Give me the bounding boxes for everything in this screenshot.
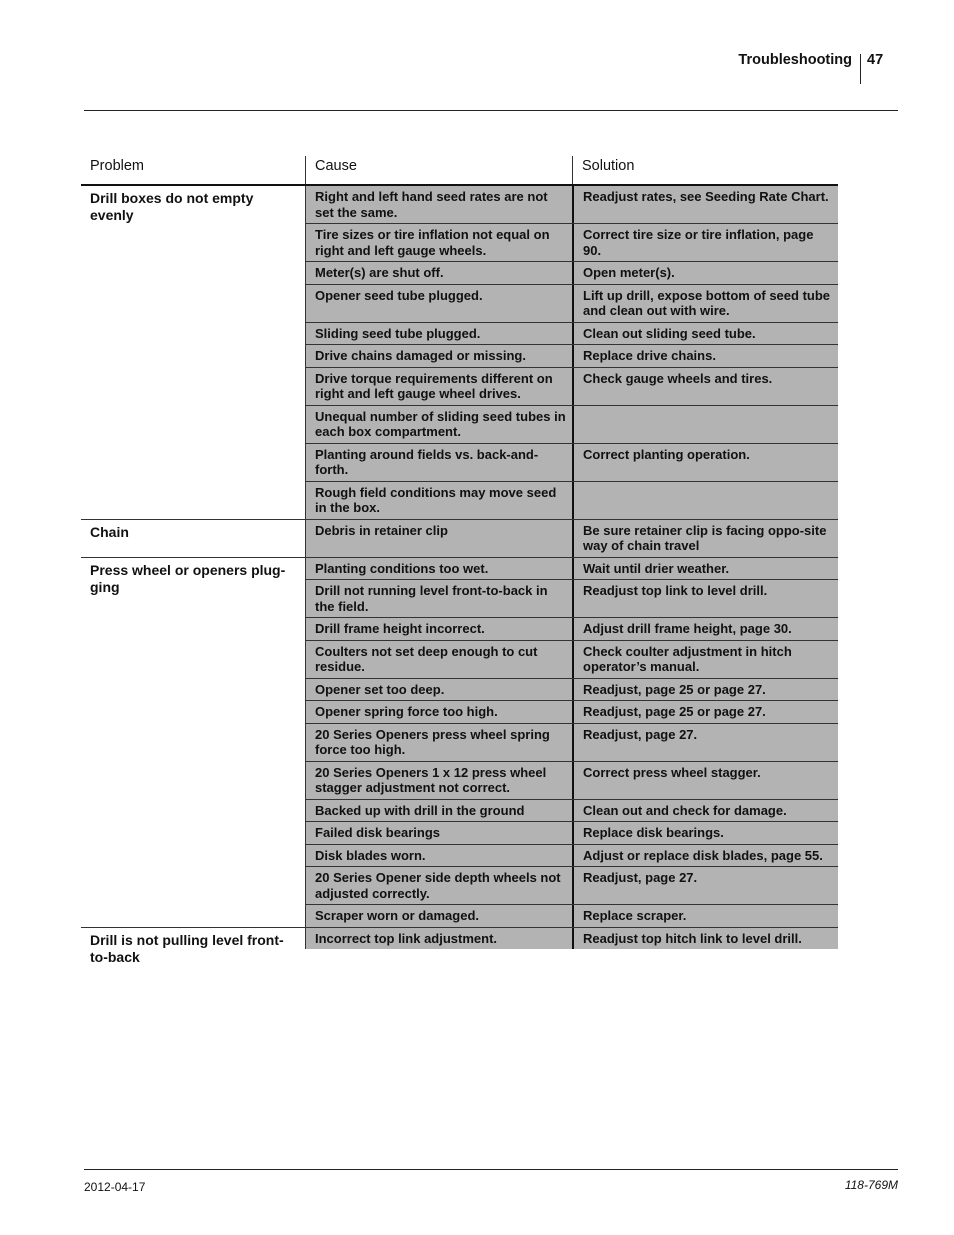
solution-cell — [572, 406, 838, 443]
problem-cell: Drill boxes do not empty evenly — [90, 190, 254, 223]
solution-cell: Correct planting operation. — [572, 444, 838, 481]
solution-cell: Check gauge wheels and tires. — [572, 368, 838, 405]
table-row — [305, 444, 838, 482]
solution-cell: Clean out and check for damage. — [572, 800, 838, 822]
cause-solution-list — [305, 558, 838, 927]
solution-cell: Readjust top hitch link to level drill. — [572, 928, 838, 950]
header-divider — [860, 54, 861, 84]
table-row — [305, 800, 838, 823]
cause-cell: 20 Series Openers 1 x 12 press wheel stagger adjustment not correct. — [305, 762, 572, 799]
cause-cell: Incorrect top link adjustment. — [305, 928, 572, 950]
solution-cell — [572, 482, 838, 519]
solution-cell: Be sure retainer clip is facing oppo-site way of chain travel — [572, 520, 838, 557]
table-row — [305, 679, 838, 702]
cause-solution-list — [305, 520, 838, 557]
solution-cell: Open meter(s). — [572, 262, 838, 284]
solution-cell: Wait until drier weather. — [572, 558, 838, 580]
cause-solution-list — [305, 186, 838, 519]
solution-cell: Readjust, page 25 or page 27. — [572, 701, 838, 723]
problem-group — [81, 520, 838, 558]
cause-cell: Coulters not set deep enough to cut residue. — [305, 641, 572, 678]
solution-cell: Readjust, page 27. — [572, 867, 838, 904]
cause-cell: Rough field conditions may move seed in the box. — [305, 482, 572, 519]
cause-cell: Planting around fields vs. back-and-forth. — [305, 444, 572, 481]
column-header-solution: Solution — [572, 156, 838, 184]
cause-cell: Drive chains damaged or missing. — [305, 345, 572, 367]
column-header-problem: Problem — [90, 158, 144, 174]
solution-cell: Readjust top link to level drill. — [572, 580, 838, 617]
solution-cell: Replace scraper. — [572, 905, 838, 927]
cause-cell: 20 Series Opener side depth wheels not adjusted correctly. — [305, 867, 572, 904]
cause-cell: Unequal number of sliding seed tubes in each box compartment. — [305, 406, 572, 443]
cause-cell: Debris in retainer clip — [305, 520, 572, 557]
cause-cell: Opener seed tube plugged. — [305, 285, 572, 322]
cause-cell: Scraper worn or damaged. — [305, 905, 572, 927]
cause-cell: Opener spring force too high. — [305, 701, 572, 723]
table-row — [305, 928, 838, 950]
problem-group — [81, 186, 838, 520]
table-row — [305, 580, 838, 618]
cause-cell: Backed up with drill in the ground — [305, 800, 572, 822]
table-header-row — [81, 156, 838, 186]
column-header-cause: Cause — [305, 156, 572, 184]
table-row — [305, 762, 838, 800]
table-row — [305, 186, 838, 224]
cause-cell: Planting conditions too wet. — [305, 558, 572, 580]
cause-cell: Drive torque requirements different on right and left gauge wheel drives. — [305, 368, 572, 405]
cause-cell: Meter(s) are shut off. — [305, 262, 572, 284]
solution-cell: Readjust, page 27. — [572, 724, 838, 761]
cause-cell: 20 Series Openers press wheel spring force too high. — [305, 724, 572, 761]
table-row — [305, 368, 838, 406]
cause-solution-list — [305, 928, 838, 966]
table-row — [305, 905, 838, 927]
solution-cell: Adjust drill frame height, page 30. — [572, 618, 838, 640]
solution-cell: Lift up drill, expose bottom of seed tube and clean out with wire. — [572, 285, 838, 322]
cause-cell: Drill not running level front-to-back in the field. — [305, 580, 572, 617]
cause-cell: Right and left hand seed rates are not set the same. — [305, 186, 572, 223]
footer-rule — [84, 1169, 898, 1170]
top-rule — [84, 110, 898, 111]
cause-cell: Sliding seed tube plugged. — [305, 323, 572, 345]
cause-cell: Failed disk bearings — [305, 822, 572, 844]
table-row — [305, 641, 838, 679]
problem-group — [81, 928, 838, 966]
solution-cell: Readjust rates, see Seeding Rate Chart. — [572, 186, 838, 223]
table-row — [305, 822, 838, 845]
cause-cell: Disk blades worn. — [305, 845, 572, 867]
section-title: Troubleshooting — [738, 52, 852, 68]
table-row — [305, 701, 838, 724]
solution-cell: Replace disk bearings. — [572, 822, 838, 844]
problem-cell: Drill is not pulling level front-to-back — [90, 931, 284, 965]
problem-cell: Press wheel or openers plug-ging — [90, 561, 286, 595]
cause-cell: Tire sizes or tire inflation not equal on right and left gauge wheels. — [305, 224, 572, 261]
cause-cell: Opener set too deep. — [305, 679, 572, 701]
table-row — [305, 724, 838, 762]
problem-group — [81, 558, 838, 928]
table-row — [305, 618, 838, 641]
table-row — [305, 558, 838, 581]
problem-cell: Chain — [90, 523, 129, 540]
solution-cell: Correct press wheel stagger. — [572, 762, 838, 799]
table-row — [305, 285, 838, 323]
table-row — [305, 520, 838, 557]
solution-cell: Replace drive chains. — [572, 345, 838, 367]
table-row — [305, 323, 838, 346]
footer-doc-number: 118-769M — [844, 1178, 898, 1192]
solution-cell: Adjust or replace disk blades, page 55. — [572, 845, 838, 867]
table-row — [305, 406, 838, 444]
solution-cell: Readjust, page 25 or page 27. — [572, 679, 838, 701]
solution-cell: Check coulter adjustment in hitch operator’s manual. — [572, 641, 838, 678]
table-row — [305, 345, 838, 368]
solution-cell: Correct tire size or tire inflation, page 90. — [572, 224, 838, 261]
table-body — [81, 186, 838, 966]
cause-cell: Drill frame height incorrect. — [305, 618, 572, 640]
table-row — [305, 262, 838, 285]
table-row — [305, 482, 838, 519]
table-row — [305, 867, 838, 905]
page-number: 47 — [867, 52, 884, 68]
solution-cell: Clean out sliding seed tube. — [572, 323, 838, 345]
footer-date: 2012-04-17 — [84, 1180, 146, 1194]
troubleshooting-table — [81, 156, 838, 966]
table-row — [305, 845, 838, 868]
table-row — [305, 224, 838, 262]
